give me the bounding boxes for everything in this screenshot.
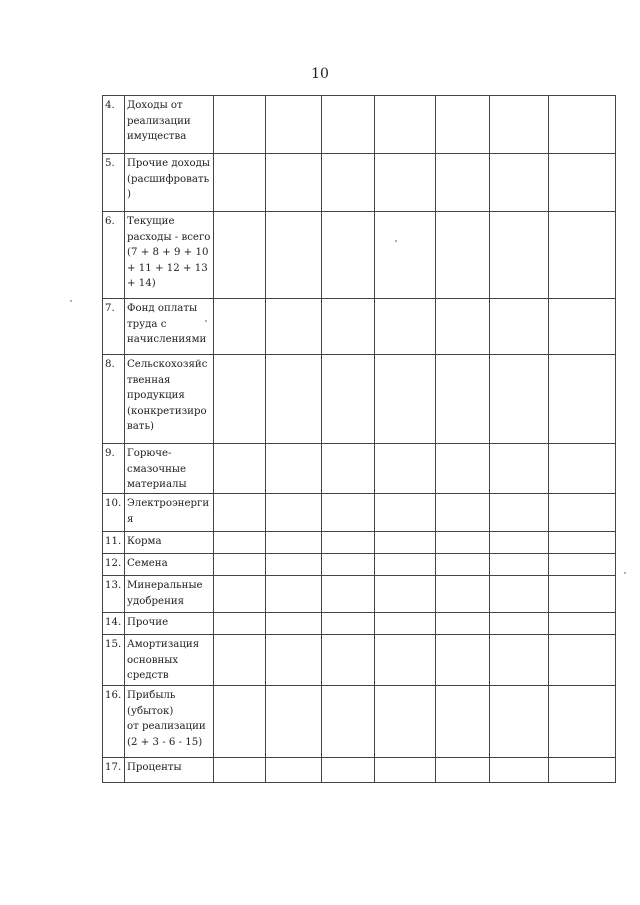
empty-value-cell: [214, 635, 266, 686]
empty-value-cell: [490, 758, 549, 783]
empty-value-cell: [214, 96, 266, 154]
empty-value-cell: [375, 554, 436, 576]
empty-value-cell: [322, 212, 375, 299]
empty-value-cell: [214, 494, 266, 532]
row-number: 11.: [103, 532, 125, 554]
empty-value-cell: [375, 299, 436, 355]
empty-value-cell: [490, 154, 549, 212]
empty-value-cell: [375, 576, 436, 613]
empty-value-cell: [322, 96, 375, 154]
empty-value-cell: [266, 758, 322, 783]
row-number: 16.: [103, 686, 125, 758]
page-number: 10: [311, 66, 329, 82]
empty-value-cell: [490, 686, 549, 758]
empty-value-cell: [375, 212, 436, 299]
empty-value-cell: [436, 444, 490, 494]
empty-value-cell: [549, 532, 616, 554]
table-row: [103, 96, 616, 154]
empty-value-cell: [490, 212, 549, 299]
empty-value-cell: [436, 355, 490, 444]
empty-value-cell: [549, 444, 616, 494]
empty-value-cell: [436, 96, 490, 154]
empty-value-cell: [375, 355, 436, 444]
empty-value-cell: [214, 212, 266, 299]
empty-value-cell: [214, 686, 266, 758]
empty-value-cell: [436, 212, 490, 299]
row-number: 17.: [103, 758, 125, 783]
empty-value-cell: [266, 554, 322, 576]
empty-value-cell: [375, 444, 436, 494]
table-row: [103, 212, 616, 299]
row-number: 9.: [103, 444, 125, 494]
table-row: [103, 154, 616, 212]
empty-value-cell: [214, 444, 266, 494]
row-label: Проценты: [125, 758, 214, 783]
table-row: [103, 613, 616, 635]
row-number: 4.: [103, 96, 125, 154]
empty-value-cell: [436, 299, 490, 355]
empty-value-cell: [214, 554, 266, 576]
row-number: 7.: [103, 299, 125, 355]
empty-value-cell: [490, 494, 549, 532]
empty-value-cell: [322, 494, 375, 532]
empty-value-cell: [549, 96, 616, 154]
row-label: Прочие: [125, 613, 214, 635]
empty-value-cell: [549, 154, 616, 212]
empty-value-cell: [266, 635, 322, 686]
empty-value-cell: [266, 494, 322, 532]
row-number: 5.: [103, 154, 125, 212]
empty-value-cell: [266, 686, 322, 758]
empty-value-cell: [322, 154, 375, 212]
empty-value-cell: [549, 686, 616, 758]
empty-value-cell: [549, 355, 616, 444]
row-number: 15.: [103, 635, 125, 686]
empty-value-cell: [490, 532, 549, 554]
empty-value-cell: [549, 494, 616, 532]
row-number: 10.: [103, 494, 125, 532]
table-row: [103, 686, 616, 758]
empty-value-cell: [549, 554, 616, 576]
report-table: [102, 95, 616, 783]
empty-value-cell: [436, 154, 490, 212]
empty-value-cell: [490, 635, 549, 686]
empty-value-cell: [375, 96, 436, 154]
table-row: [103, 635, 616, 686]
empty-value-cell: [436, 494, 490, 532]
row-label: Фонд оплаты труда с начислениями: [125, 299, 214, 355]
row-number: 14.: [103, 613, 125, 635]
empty-value-cell: [436, 613, 490, 635]
empty-value-cell: [322, 613, 375, 635]
empty-value-cell: [266, 576, 322, 613]
empty-value-cell: [436, 576, 490, 613]
empty-value-cell: [549, 576, 616, 613]
empty-value-cell: [266, 613, 322, 635]
empty-value-cell: [490, 576, 549, 613]
empty-value-cell: [214, 355, 266, 444]
table-row: [103, 444, 616, 494]
row-number: 6.: [103, 212, 125, 299]
row-number: 8.: [103, 355, 125, 444]
empty-value-cell: [549, 758, 616, 783]
empty-value-cell: [375, 494, 436, 532]
empty-value-cell: [322, 758, 375, 783]
empty-value-cell: [266, 212, 322, 299]
table-row: [103, 758, 616, 783]
row-number: 13.: [103, 576, 125, 613]
empty-value-cell: [549, 212, 616, 299]
row-label: Семена: [125, 554, 214, 576]
empty-value-cell: [549, 635, 616, 686]
empty-value-cell: [266, 532, 322, 554]
row-label: Сельскохозяйс твенная продукция (конкретизиро вать): [125, 355, 214, 444]
empty-value-cell: [266, 299, 322, 355]
empty-value-cell: [490, 613, 549, 635]
row-label: Прочие доходы (расшифровать ): [125, 154, 214, 212]
row-label: Доходы от реализации имущества: [125, 96, 214, 154]
table-row: [103, 554, 616, 576]
empty-value-cell: [214, 299, 266, 355]
table-row: [103, 532, 616, 554]
empty-value-cell: [490, 96, 549, 154]
empty-value-cell: [375, 686, 436, 758]
empty-value-cell: [490, 299, 549, 355]
table-body: [103, 96, 616, 783]
empty-value-cell: [322, 576, 375, 613]
empty-value-cell: [375, 154, 436, 212]
empty-value-cell: [436, 532, 490, 554]
row-number: 12.: [103, 554, 125, 576]
empty-value-cell: [322, 635, 375, 686]
empty-value-cell: [322, 444, 375, 494]
row-label: Амортизация основных средств: [125, 635, 214, 686]
empty-value-cell: [436, 554, 490, 576]
empty-value-cell: [266, 154, 322, 212]
empty-value-cell: [436, 758, 490, 783]
empty-value-cell: [322, 299, 375, 355]
row-label: Прибыль (убыток) от реализации (2 + 3 - 6 - 15): [125, 686, 214, 758]
row-label: Корма: [125, 532, 214, 554]
table-row: [103, 494, 616, 532]
empty-value-cell: [214, 576, 266, 613]
empty-value-cell: [214, 154, 266, 212]
empty-value-cell: [322, 355, 375, 444]
row-label: Горюче- смазочные материалы: [125, 444, 214, 494]
empty-value-cell: [490, 554, 549, 576]
empty-value-cell: [322, 554, 375, 576]
empty-value-cell: [375, 758, 436, 783]
empty-value-cell: [549, 613, 616, 635]
row-label: Минеральные удобрения: [125, 576, 214, 613]
empty-value-cell: [214, 613, 266, 635]
empty-value-cell: [375, 635, 436, 686]
empty-value-cell: [375, 613, 436, 635]
empty-value-cell: [266, 444, 322, 494]
empty-value-cell: [375, 532, 436, 554]
table-row: [103, 355, 616, 444]
empty-value-cell: [490, 355, 549, 444]
empty-value-cell: [322, 686, 375, 758]
empty-value-cell: [214, 758, 266, 783]
empty-value-cell: [549, 299, 616, 355]
row-label: Текущие расходы - всего (7 + 8 + 9 + 10 + 11 + 12 + 13 + 14): [125, 212, 214, 299]
table-row: [103, 299, 616, 355]
empty-value-cell: [490, 444, 549, 494]
row-label: Электроэнерги я: [125, 494, 214, 532]
empty-value-cell: [322, 532, 375, 554]
empty-value-cell: [436, 635, 490, 686]
empty-value-cell: [214, 532, 266, 554]
table-row: [103, 576, 616, 613]
empty-value-cell: [266, 355, 322, 444]
empty-value-cell: [436, 686, 490, 758]
empty-value-cell: [266, 96, 322, 154]
